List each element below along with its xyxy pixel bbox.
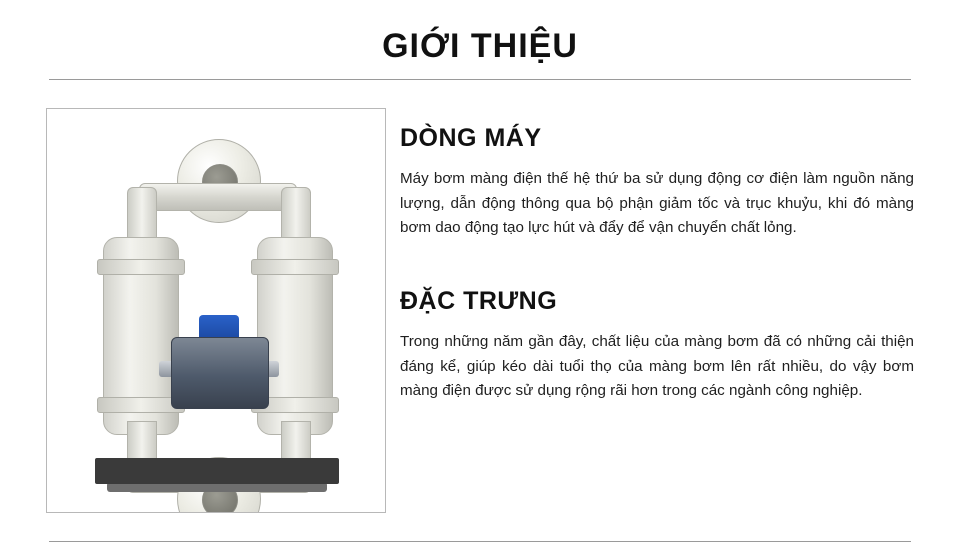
diaphragm-pump-illustration	[47, 109, 385, 512]
flange-top-left	[97, 259, 185, 275]
footer-divider	[49, 541, 911, 542]
text-pane	[340, 108, 960, 404]
flange-top-right	[251, 259, 339, 275]
top-pipe	[139, 183, 297, 211]
section-body-dong-may: Máy bơm màng điện thế hệ thứ ba sử dụng động cơ điện làm nguồn năng lượng, dẫn động thông qua bộ phận giảm tốc và trục khuỷu, khi đó màng bơm dao động tạo lực hút và đẩy để vận chuyển chất lỏng.	[400, 170, 914, 237]
image-pane	[0, 108, 340, 513]
electric-motor	[171, 337, 269, 409]
section-heading-dong-may: DÒNG MÁY	[400, 124, 542, 152]
mounting-base	[95, 458, 339, 484]
slide-content	[0, 108, 960, 513]
title-divider	[49, 79, 911, 80]
page-title: GIỚI THIỆU	[382, 27, 578, 65]
pump-photo-frame	[46, 108, 386, 513]
section-body-dac-trung: Trong những năm gần đây, chất liệu của màng bơm đã có những cải thiện đáng kể, giúp kéo dài tuổi thọ của màng bơm lên rất nhiều, do vậy bơm màng điện được sử dụng rộng rãi hơn trong các ngành công nghiệp.	[400, 332, 914, 400]
section-heading-dac-trung: ĐẶC TRƯNG	[400, 286, 558, 315]
